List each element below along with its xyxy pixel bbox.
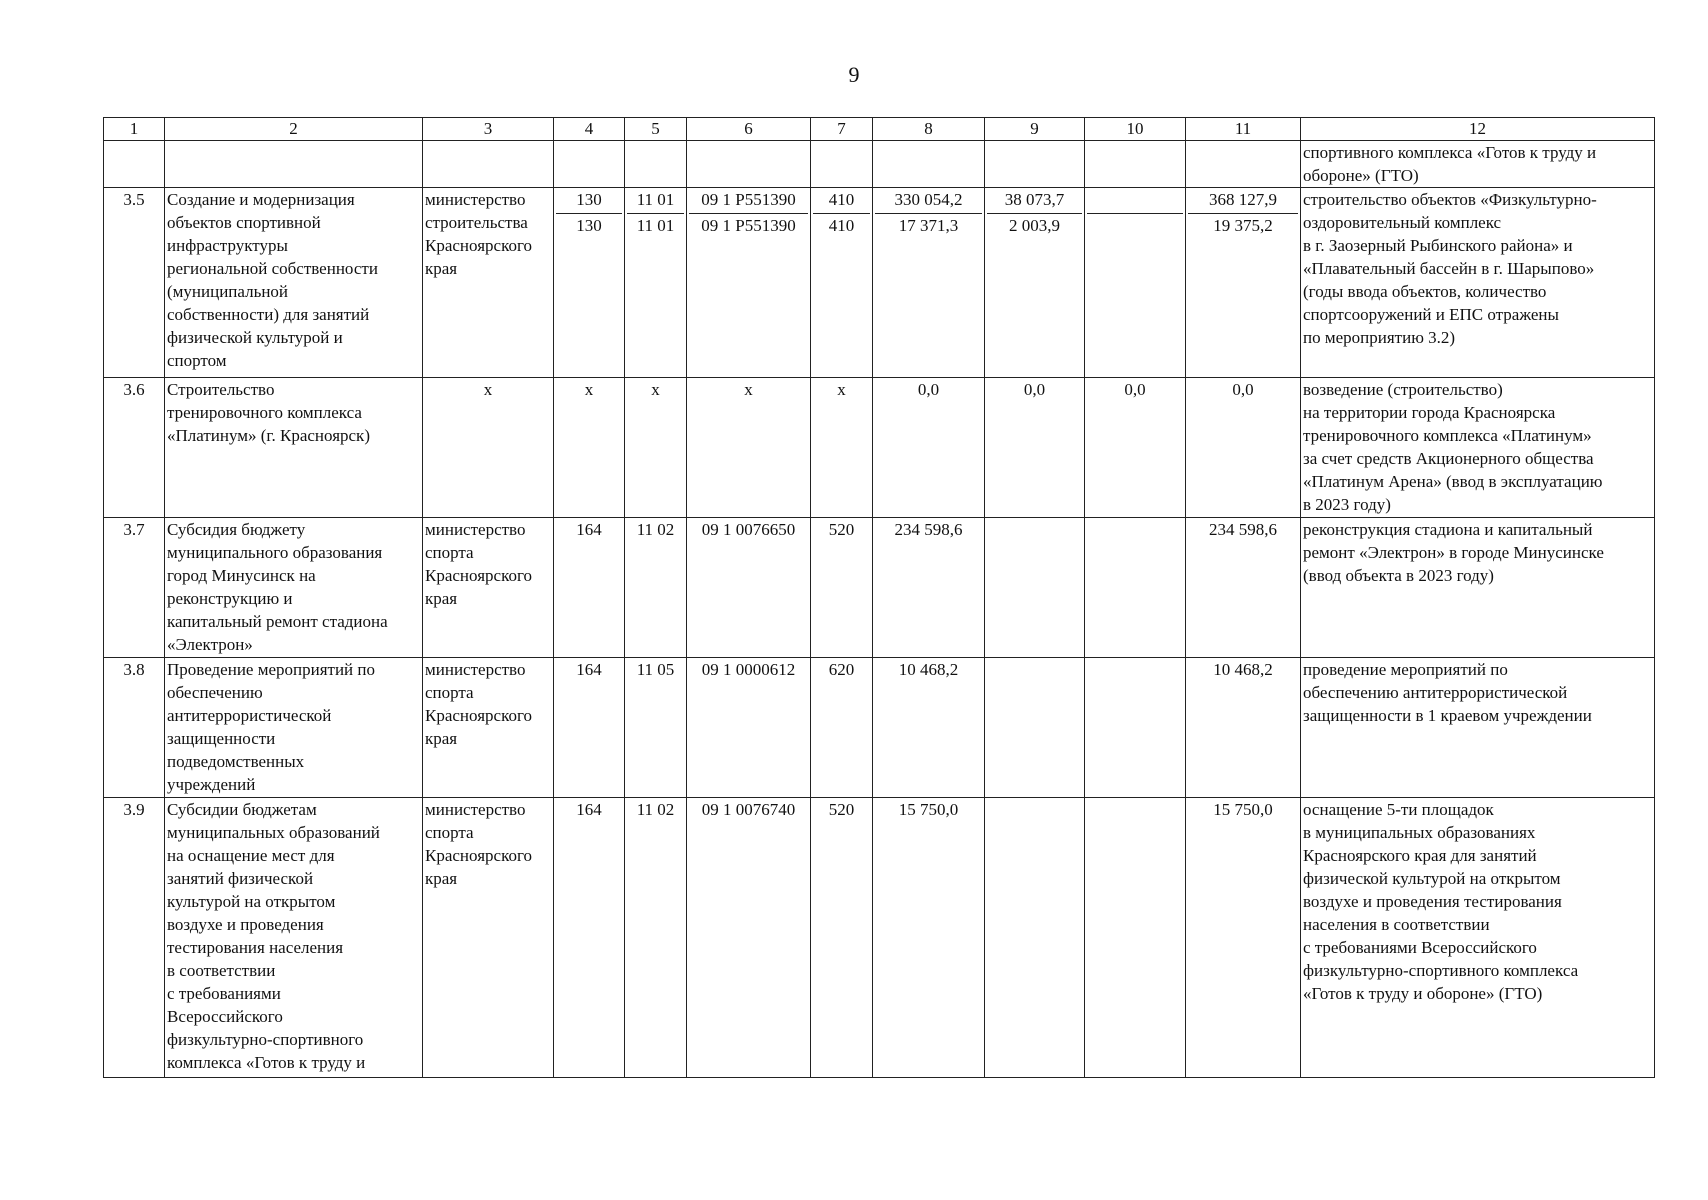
target-article-cell-value: 09 1 0076740 <box>701 800 796 819</box>
expense-type-cell-value: 620 <box>828 660 855 679</box>
col-header: 10 <box>1085 118 1186 141</box>
expense-type-cell-value: 410 <box>813 213 870 237</box>
expense-type-cell <box>811 518 873 658</box>
col-header: 8 <box>873 118 985 141</box>
section-code-cell-value: 11 01 <box>636 190 675 209</box>
amount-2025-cell <box>1085 518 1186 658</box>
table-row <box>104 658 1655 798</box>
section-code-cell-value: 11 02 <box>636 800 675 819</box>
col-header: 9 <box>985 118 1085 141</box>
amount-2023-cell <box>873 188 985 378</box>
row-number: 3.7 <box>104 518 165 658</box>
total-cell-value: 10 468,2 <box>1213 660 1273 679</box>
executor: министерство спорта Красноярского края <box>423 518 554 658</box>
column-number-row <box>104 118 1655 141</box>
table-row <box>104 798 1655 1078</box>
amount-2025-cell <box>1085 798 1186 1078</box>
target-article-cell-value: 09 1 P551390 <box>701 190 796 209</box>
section-code-cell-value: 11 05 <box>636 660 675 679</box>
activity-name: Создание и модернизация объектов спортивной инфраструктуры региональной собственности (муниципальной собственности) для занятий физической культурой и спортом <box>165 188 423 378</box>
section-code-cell-value: х <box>651 380 660 399</box>
amount-2024-cell-value <box>987 518 1082 541</box>
amount-2025-cell <box>1085 188 1186 378</box>
amount-2024-cell-value: 0,0 <box>1023 380 1046 399</box>
col-header: 2 <box>165 118 423 141</box>
col-header: 5 <box>625 118 687 141</box>
amount-2023-cell-value: 234 598,6 <box>894 520 963 539</box>
total-cell-value: 368 127,9 <box>1209 190 1277 209</box>
amount-2023-cell-value: 15 750,0 <box>898 800 959 819</box>
row-number: 3.6 <box>104 378 165 518</box>
row-number: 3.5 <box>104 188 165 378</box>
activity-name: Строительство тренировочного комплекса «Платинум» (г. Красноярск) <box>165 378 423 518</box>
amount-2023-cell <box>873 518 985 658</box>
executor: министерство строительства Красноярского края <box>423 188 554 378</box>
expense-type-cell-value: 520 <box>828 520 855 539</box>
section-code-cell <box>625 518 687 658</box>
target-article-cell-value: 09 1 P551390 <box>689 213 808 237</box>
empty-cell <box>1085 141 1186 188</box>
grbs-cell-value: х <box>584 380 594 399</box>
amount-2025-cell <box>1085 658 1186 798</box>
amount-2025-cell-value <box>1087 798 1183 821</box>
total-cell <box>1186 188 1301 378</box>
section-code-cell <box>625 798 687 1078</box>
row-number: 3.9 <box>104 798 165 1078</box>
section-code-cell <box>625 658 687 798</box>
amount-2023-cell-value: 17 371,3 <box>875 213 982 237</box>
program-table <box>103 117 1655 1078</box>
amount-2024-cell <box>985 188 1085 378</box>
target-article-cell-value: 09 1 0076650 <box>701 520 796 539</box>
target-article-cell <box>687 658 811 798</box>
expense-type-cell-value: 410 <box>828 190 855 209</box>
total-cell <box>1186 518 1301 658</box>
grbs-cell <box>554 378 625 518</box>
amount-2025-cell <box>1085 378 1186 518</box>
col-header: 12 <box>1301 118 1655 141</box>
expected-result: проведение мероприятий по обеспечению антитеррористической защищенности в 1 краевом учреждении <box>1301 658 1655 798</box>
amount-2023-cell <box>873 378 985 518</box>
amount-2025-cell-value <box>1087 188 1183 211</box>
grbs-cell <box>554 658 625 798</box>
amount-2023-cell-value: 0,0 <box>917 380 940 399</box>
grbs-cell-value: 164 <box>576 800 602 819</box>
row-number: 3.8 <box>104 658 165 798</box>
executor: министерство спорта Красноярского края <box>423 658 554 798</box>
amount-2023-cell <box>873 658 985 798</box>
expense-type-cell <box>811 658 873 798</box>
amount-2025-cell-value <box>1087 658 1183 681</box>
amount-2023-cell <box>873 798 985 1078</box>
amount-2024-cell-value <box>987 798 1082 821</box>
grbs-cell <box>554 798 625 1078</box>
empty-cell <box>985 141 1085 188</box>
total-cell-value: 19 375,2 <box>1188 213 1298 237</box>
expense-type-cell <box>811 378 873 518</box>
grbs-cell-value: 130 <box>576 190 602 209</box>
empty-cell <box>1186 141 1301 188</box>
grbs-cell-value: 130 <box>556 213 622 237</box>
grbs-cell <box>554 518 625 658</box>
section-code-cell-value: 11 02 <box>636 520 675 539</box>
grbs-cell-value: 164 <box>576 660 602 679</box>
activity-name: Субсидия бюджету муниципального образования город Минусинск на реконструкцию и капитальный ремонт стадиона «Электрон» <box>165 518 423 658</box>
target-article-cell <box>687 378 811 518</box>
expense-type-cell <box>811 798 873 1078</box>
section-code-cell <box>625 188 687 378</box>
empty-cell <box>873 141 985 188</box>
amount-2024-cell <box>985 518 1085 658</box>
table-row <box>104 518 1655 658</box>
executor: министерство спорта Красноярского края <box>423 798 554 1078</box>
col-header: 3 <box>423 118 554 141</box>
amount-2023-cell-value: 10 468,2 <box>898 660 959 679</box>
activity-name: Проведение мероприятий по обеспечению антитеррористической защищенности подведомственных учреждений <box>165 658 423 798</box>
expense-type-cell <box>811 188 873 378</box>
expense-type-cell-value: 520 <box>828 800 855 819</box>
expected-result: реконструкция стадиона и капитальный ремонт «Электрон» в городе Минусинске (ввод объекта в 2023 году) <box>1301 518 1655 658</box>
empty-cell <box>554 141 625 188</box>
expected-result: оснащение 5-ти площадок в муниципальных образованиях Красноярского края для занятий физической культурой на открытом воздухе и проведения тестирования населения в соответствии с требованиями Всероссийского физкультурно-спортивного комплекса «Готов к труду и обороне» (ГТО) <box>1301 798 1655 1078</box>
empty-cell <box>811 141 873 188</box>
total-cell-value: 15 750,0 <box>1213 800 1273 819</box>
target-article-cell-value: х <box>744 380 753 399</box>
section-code-cell-value: 11 01 <box>627 213 684 237</box>
table-row <box>104 188 1655 378</box>
expense-type-cell-value: х <box>837 380 846 399</box>
amount-2025-cell-value <box>1087 518 1183 541</box>
executor: х <box>423 378 554 518</box>
amount-2023-cell-value: 330 054,2 <box>894 190 963 209</box>
target-article-cell-value: 09 1 0000612 <box>701 660 796 679</box>
grbs-cell-value: 164 <box>576 520 602 539</box>
amount-2024-cell-value: 2 003,9 <box>987 213 1082 237</box>
continuation-row <box>104 141 1655 188</box>
col-header: 4 <box>554 118 625 141</box>
target-article-cell <box>687 188 811 378</box>
expected-result: возведение (строительство) на территории города Красноярска тренировочного комплекса «Платинум» за счет средств Акционерного общества «Платинум Арена» (ввод в эксплуатацию в 2023 году) <box>1301 378 1655 518</box>
amount-2024-cell-value: 38 073,7 <box>1004 190 1065 209</box>
empty-cell <box>625 141 687 188</box>
activity-name: Субсидии бюджетам муниципальных образований на оснащение мест для занятий физической культурой на открытом воздухе и проведения тестирования населения в соответствии с требованиями Всероссийского физкультурно-спортивного комплекса «Готов к труду и <box>165 798 423 1078</box>
col-header: 6 <box>687 118 811 141</box>
col-header: 7 <box>811 118 873 141</box>
section-code-cell <box>625 378 687 518</box>
empty-cell <box>165 141 423 188</box>
col-header: 11 <box>1186 118 1301 141</box>
amount-2025-cell-value: 0,0 <box>1124 380 1146 399</box>
amount-2024-cell <box>985 378 1085 518</box>
total-cell <box>1186 798 1301 1078</box>
page-number: 9 <box>848 62 860 87</box>
grbs-cell <box>554 188 625 378</box>
table-row <box>104 378 1655 518</box>
result-continuation: спортивного комплекса «Готов к труду и обороне» (ГТО) <box>1301 141 1655 188</box>
empty-cell <box>423 141 554 188</box>
total-cell-value: 0,0 <box>1232 380 1254 399</box>
amount-2024-cell <box>985 658 1085 798</box>
expected-result: строительство объектов «Физкультурно- оздоровительный комплекс в г. Заозерный Рыбинского района» и «Плавательный бассейн в г. Шарыпово» (годы ввода объектов, количество спортсооружений и ЕПС отражены по мероприятию 3.2) <box>1301 188 1655 378</box>
total-cell-value: 234 598,6 <box>1209 520 1277 539</box>
total-cell <box>1186 658 1301 798</box>
empty-cell <box>104 141 165 188</box>
col-header: 1 <box>104 118 165 141</box>
amount-2025-cell-value <box>1087 213 1183 237</box>
amount-2024-cell <box>985 798 1085 1078</box>
total-cell <box>1186 378 1301 518</box>
amount-2024-cell-value <box>987 658 1082 681</box>
empty-cell <box>687 141 811 188</box>
target-article-cell <box>687 518 811 658</box>
target-article-cell <box>687 798 811 1078</box>
